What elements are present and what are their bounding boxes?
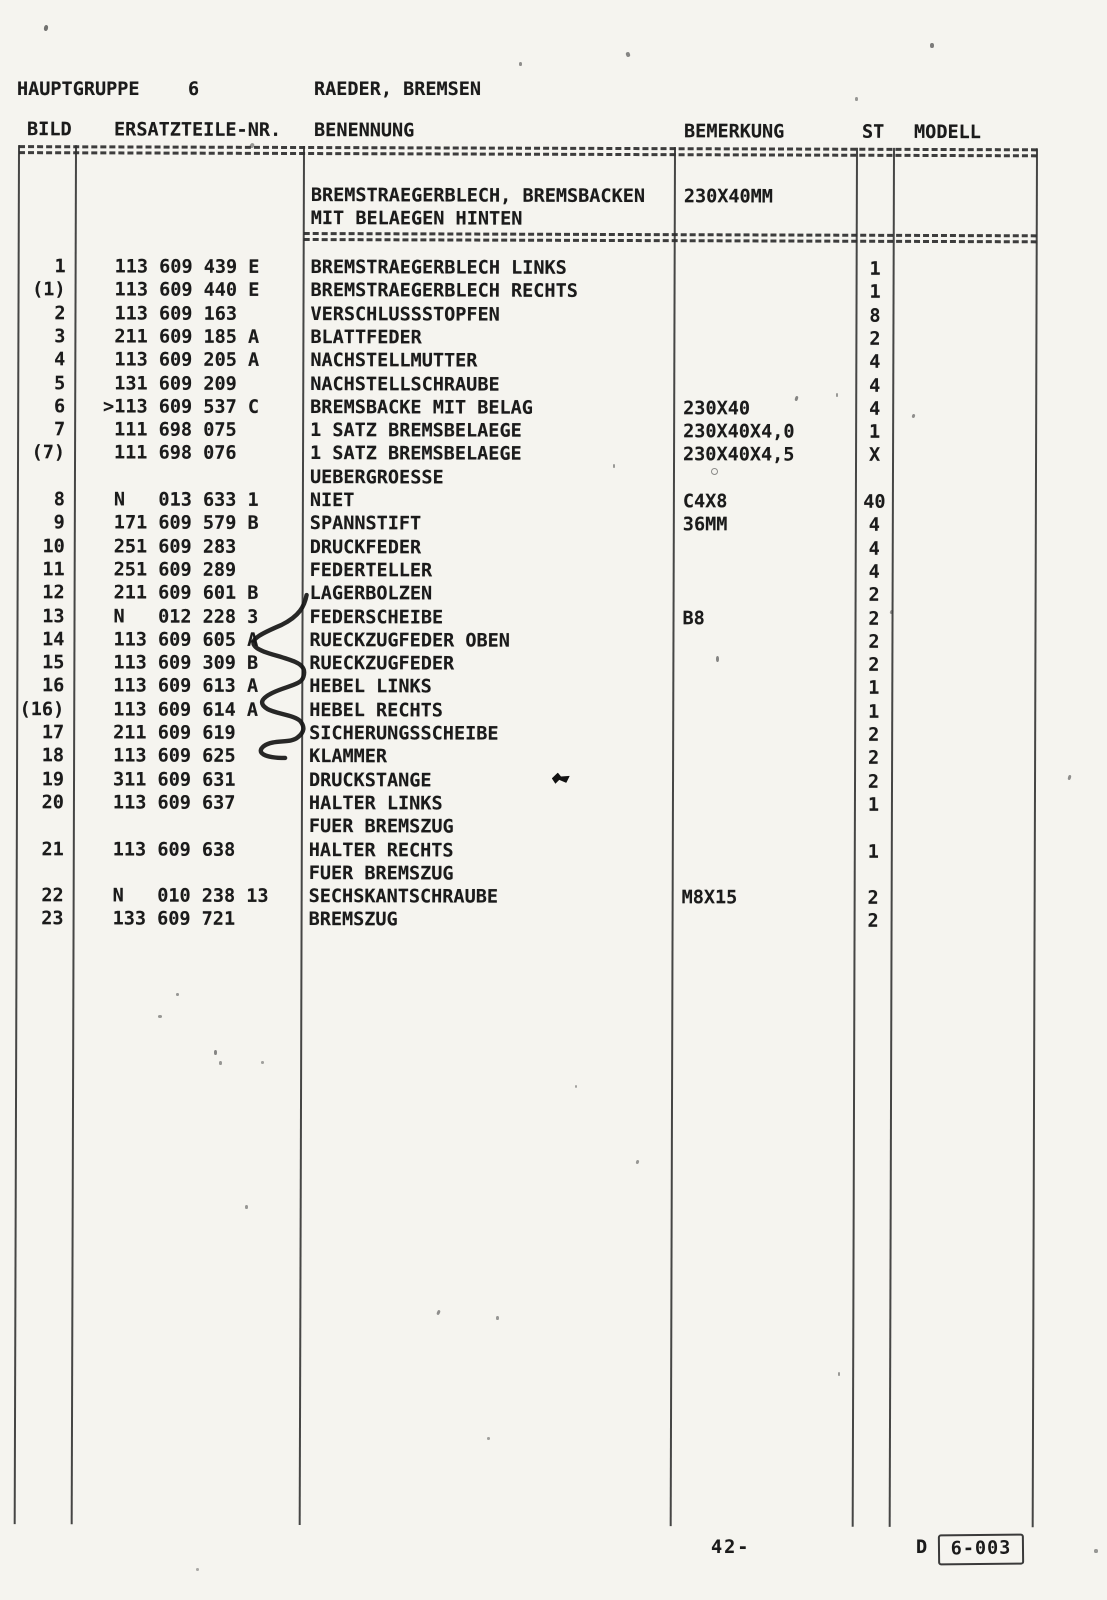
cell-modell [893,584,1036,608]
cell-modell [893,561,1036,585]
cell-bild [18,465,65,488]
cell-modell [893,328,1036,352]
cell-st: 2 [867,748,880,770]
cell-modell [892,910,1035,934]
double-rule-group [304,232,1037,243]
table-row [17,721,1035,747]
cell-benennung: HALTER RECHTS [308,839,454,861]
table-row [18,418,1036,444]
cell-benennung: SICHERUNGSSCHEIBE [309,723,499,745]
table-row [18,535,1036,561]
cell-benennung: FUER BREMSZUG [308,816,454,838]
cell-benennung: FUER BREMSZUG [308,862,454,885]
table-row [17,884,1035,910]
cell-st: 1 [867,794,880,816]
cell-st: 2 [868,654,880,676]
cell-nr: 111 698 075 [114,419,237,441]
cell-st: 1 [869,421,881,443]
cell-bemerkung [674,304,854,328]
scan-speck [519,62,522,66]
cell-modell [893,444,1036,468]
cell-modell [892,654,1035,678]
table-row [17,908,1035,934]
scan-speck [613,464,615,468]
cell-nr: 113 609 638 [112,838,236,861]
cell-bemerkung [674,374,854,398]
cell-benennung: KLAMMER [309,746,388,768]
cell-benennung: 1 SATZ BREMSBELAEGE [310,443,522,466]
cell-nr: 311 609 631 [112,769,236,791]
cell-bild: 1 [54,256,66,278]
scan-speck [836,393,838,397]
cell-bild: 6 [54,396,66,418]
cell-bemerkung [674,537,854,561]
table-rows [17,255,1037,934]
cell-st: 2 [869,328,881,350]
cell-nr [74,814,302,838]
scan-speck [196,1568,199,1571]
cell-bemerkung [673,677,853,701]
cell-st: 8 [869,305,881,327]
col-header-st: ST [862,121,885,143]
cell-bemerkung [674,560,854,584]
page-number: 42- [711,1537,751,1558]
cell-bild: 23 [41,908,64,930]
cell-modell [892,864,1035,888]
cell-nr [75,465,303,489]
cell-nr: N 010 238 13 [112,885,269,907]
cell-bemerkung [675,280,855,304]
cell-bild: 14 [42,628,65,651]
table-row [17,744,1035,770]
table-row [17,628,1035,654]
scan-speck [711,468,718,475]
table-row [17,791,1035,817]
table-row [18,558,1036,584]
table-row [19,255,1037,281]
cell-benennung: RUECKZUGFEDER [309,653,455,675]
cell-modell [892,840,1035,864]
cell-st [855,864,892,887]
section-title: RAEDER, BREMSEN [314,79,482,100]
cell-nr: 113 609 614 A [113,699,259,721]
cell-benennung: NACHSTELLSCHRAUBE [310,373,500,396]
cell-bild: 20 [41,792,64,814]
scan-speck [930,43,934,48]
table-row [18,581,1036,607]
cell-st: 4 [869,398,881,420]
cell-bemerkung [673,653,853,677]
table-row [18,302,1036,328]
cell-st: 2 [867,771,880,793]
cell-modell [893,537,1036,561]
cell-modell [892,817,1035,841]
table-row [17,838,1035,864]
cell-modell [892,677,1035,701]
cell-bild: 10 [42,535,65,557]
cell-st: 1 [868,678,880,700]
scan-speck [496,1316,499,1320]
doc-code-box [938,1534,1024,1566]
table-row [18,488,1036,514]
cell-bemerkung [673,840,853,864]
table-row [17,605,1035,631]
cell-bild: 5 [54,372,66,394]
cell-st: 2 [868,724,880,746]
cell-st: 1 [869,258,881,280]
cell-benennung: UEBERGROESSE [309,466,444,489]
cell-modell [893,398,1036,422]
cell-bild: 22 [41,885,64,907]
cell-bemerkung [674,327,854,351]
cell-bild: 16 [42,675,65,697]
scan-speck [176,993,179,996]
cell-bild: 15 [42,652,65,674]
cell-st: 1 [867,841,879,863]
table-row [19,278,1037,304]
cell-bemerkung: M8X15 [681,887,738,909]
cell-modell [893,468,1036,492]
cell-benennung: DRUCKFEDER [309,536,422,558]
cell-bild: (7) [31,442,66,464]
cell-modell [892,631,1035,655]
cell-bemerkung [673,816,853,840]
table-row [17,675,1035,701]
cell-bemerkung [673,910,853,934]
scan-speck [575,1085,577,1088]
cell-bemerkung [674,467,854,491]
cell-benennung: HALTER LINKS [308,792,443,815]
cell-bemerkung [674,350,854,374]
cell-nr: 113 609 205 A [114,349,260,372]
scan-speck [855,97,858,101]
cell-bild: 18 [41,745,65,767]
cell-bild: (16) [19,698,65,720]
cell-benennung: HEBEL LINKS [309,676,432,698]
cell-bild: 21 [41,838,64,860]
cell-nr: 113 609 637 [112,792,236,814]
cell-nr: 113 609 439 E [114,256,260,278]
cell-nr: 113 609 605 A [113,629,259,651]
table-row [17,814,1035,840]
cell-nr: N 012 228 3 [113,605,259,628]
cell-benennung: SECHSKANTSCHRAUBE [308,886,499,908]
cell-bemerkung: 230X40X4,0 [683,421,795,443]
cell-modell [893,421,1036,445]
cell-nr: 113 609 309 B [113,652,259,674]
cell-st: 2 [868,608,880,630]
cell-benennung: LAGERBOLZEN [309,583,433,605]
cell-benennung: BREMSBACKE MIT BELAG [310,396,533,419]
cell-st: 4 [868,515,880,537]
cell-st: 2 [868,584,880,607]
cell-nr: 211 609 185 A [114,326,260,348]
group-header-bemerkung: 230X40MM [683,186,773,208]
scan-speck [158,1015,162,1018]
cell-nr: 111 698 076 [114,442,237,465]
group-header-line1: BREMSTRAEGERBLECH, BREMSBACKEN [310,185,646,208]
cell-bild: 9 [53,512,65,534]
scan-speck [487,1437,490,1440]
cell-bemerkung: 36MM [682,514,728,536]
cell-nr: 211 609 619 [113,722,236,744]
cell-nr: 113 609 440 E [114,279,260,302]
cell-modell [893,374,1036,398]
table-row [18,348,1036,374]
cell-bemerkung [675,257,855,281]
cell-bemerkung [673,700,853,724]
cell-bemerkung: 230X40X4,5 [683,444,795,466]
cell-benennung: BREMSTRAEGERBLECH LINKS [310,257,567,279]
cell-st: 4 [869,375,881,397]
cell-bild: 8 [53,489,65,511]
cell-modell [892,701,1035,725]
cell-bild [17,861,64,884]
cell-bild: 7 [53,419,66,441]
scan-speck [716,656,719,662]
cell-nr: 131 609 209 [114,372,237,395]
scan-speck [261,1061,264,1064]
cell-modell [892,724,1035,748]
cell-bemerkung: 230X40 [683,398,751,420]
col-header-ersatzteile-nr: ERSATZTEILE-NR. [114,119,282,141]
table-row [18,511,1036,537]
col-header-bild: BILD [27,119,72,141]
table-row [18,395,1036,421]
hauptgruppe-number: 6 [188,79,200,100]
cell-bemerkung [673,746,853,770]
cell-st: 40 [863,491,886,513]
cell-modell [893,514,1036,538]
cell-modell [893,304,1036,328]
scan-speck [245,1205,248,1209]
cell-bild: 3 [54,326,66,348]
cell-modell [892,794,1035,818]
cell-st: 2 [867,911,879,933]
cell-bild: 17 [41,722,65,744]
cell-bild: 12 [42,582,65,604]
scan-speck [1094,1549,1098,1553]
cell-modell [892,747,1035,771]
cell-modell [894,281,1037,305]
cell-nr: 113 609 613 A [113,675,259,698]
cell-bild: 13 [42,605,65,627]
table-row [17,698,1035,724]
table-row [17,861,1035,887]
cell-st: 1 [868,701,880,723]
doc-code-letter: D [916,1537,928,1558]
table-row [17,651,1035,677]
cell-modell [893,491,1036,515]
cell-st: 4 [868,561,880,583]
cell-bild: (1) [32,279,66,301]
cell-benennung: FEDERTELLER [309,559,433,582]
cell-nr: 133 609 721 [112,908,236,931]
cell-benennung: HEBEL RECHTS [309,699,443,722]
table-row [18,372,1036,398]
cell-benennung: DRUCKSTANGE [308,769,432,792]
cell-bemerkung [673,630,853,654]
cell-bild: 4 [54,349,66,371]
hauptgruppe-label: HAUPTGRUPPE [17,79,140,100]
cell-st [856,467,893,490]
cell-bemerkung [673,863,853,887]
cell-benennung: FEDERSCHEIBE [309,606,444,628]
cell-bemerkung [673,723,853,747]
cell-bemerkung: C4X8 [682,491,728,513]
table-row [18,325,1036,351]
cell-bemerkung: B8 [682,607,705,629]
cell-modell [894,258,1037,282]
cell-modell [893,351,1036,375]
cell-bild: 2 [54,302,66,324]
cell-nr: 211 609 601 B [113,582,259,605]
cell-st: 2 [867,887,879,909]
cell-st: 2 [868,631,880,653]
scan-speck [219,1061,222,1065]
cell-st [855,817,892,840]
col-header-modell: MODELL [914,121,981,144]
cell-benennung: BREMSTRAEGERBLECH RECHTS [310,280,578,303]
table-row [18,442,1036,468]
cell-bild: 19 [41,768,65,790]
cell-benennung: VERSCHLUSSSTOPFEN [310,303,500,326]
cell-benennung: SPANNSTIFT [309,513,422,535]
scan-speck [214,1050,217,1055]
cell-nr: N 013 633 1 [113,489,259,511]
cell-benennung: 1 SATZ BREMSBELAEGE [310,420,522,442]
cell-st: X [868,445,881,467]
group-header-line2: MIT BELAEGEN HINTEN [310,208,523,230]
cell-benennung: BLATTFEDER [310,326,422,349]
cell-benennung: NIET [309,490,355,512]
scan-speck [838,1372,840,1376]
cell-nr: 171 609 579 B [113,512,259,535]
col-header-benennung: BENENNUNG [314,120,415,142]
cell-nr: 251 609 283 [113,536,237,558]
table-row [17,768,1035,794]
cell-bemerkung [673,770,853,794]
table-row [18,465,1036,491]
cell-benennung: BREMSZUG [308,909,398,931]
col-header-bemerkung: BEMERKUNG [684,121,785,143]
cell-benennung: NACHSTELLMUTTER [310,350,478,372]
cell-st: 4 [868,538,880,560]
cell-modell [892,770,1035,794]
cell-nr: 113 609 625 [113,745,236,768]
cell-bild [17,814,64,837]
cell-nr: 251 609 289 [113,559,237,581]
cell-modell [892,607,1035,631]
double-rule-header [19,145,1037,157]
cell-bemerkung [673,793,853,817]
cell-st: 1 [869,282,881,304]
cell-nr: >113 609 537 C [103,396,260,418]
doc-code: 6-003 [950,1537,1012,1560]
cell-nr [74,861,302,885]
cell-benennung: RUECKZUGFEDER OBEN [309,629,510,652]
cell-st: 4 [869,351,881,374]
cell-bemerkung [674,583,854,607]
cell-nr: 113 609 163 [114,303,238,325]
cell-modell [892,887,1035,911]
cell-bild: 11 [42,559,65,581]
